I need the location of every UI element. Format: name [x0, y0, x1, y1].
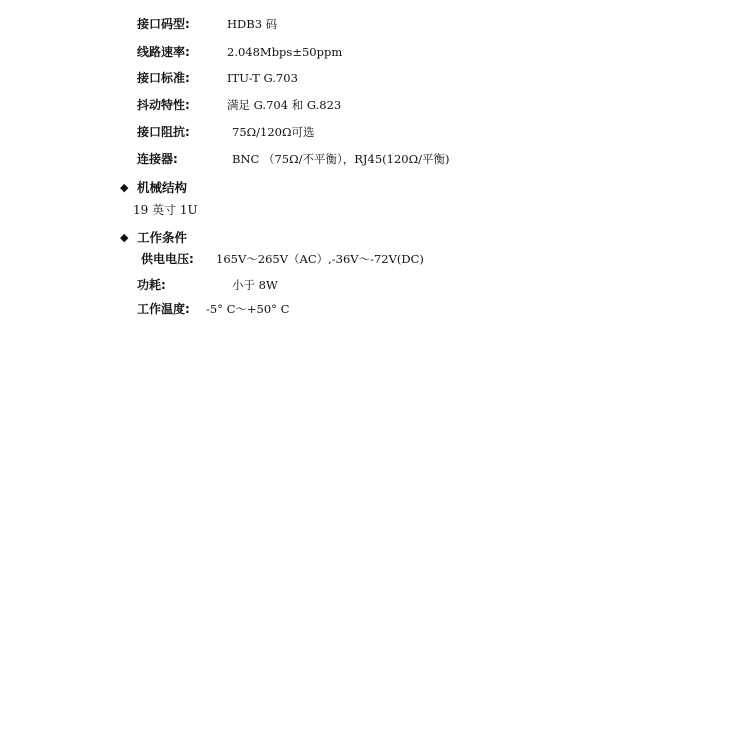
spec-label: 线路速率:	[137, 45, 190, 59]
spec-label: 抖动特性:	[137, 98, 190, 112]
diamond-bullet-icon: ◆	[120, 181, 129, 194]
spec-value: 2.048Mbps±50ppm	[227, 45, 343, 59]
section-heading: 机械结构	[137, 180, 188, 195]
spec-label: 供电电压:	[141, 252, 194, 266]
spec-label: 工作温度:	[137, 302, 190, 316]
section-text: 19 英寸 1U	[133, 203, 198, 217]
spec-value: 小于 8W	[232, 278, 278, 292]
section-heading: 工作条件	[137, 230, 188, 245]
spec-value: -5° C～+50° C	[206, 302, 290, 316]
spec-label: 功耗:	[137, 278, 166, 292]
spec-label: 接口阻抗:	[137, 125, 190, 139]
spec-value: 75Ω/120Ω可选	[232, 125, 315, 139]
spec-label: 连接器:	[137, 152, 178, 166]
spec-value: HDB3 码	[227, 17, 278, 31]
spec-label: 接口标准:	[137, 71, 190, 85]
spec-value: ITU-T G.703	[227, 71, 298, 85]
spec-value: 满足 G.704 和 G.823	[227, 98, 342, 112]
spec-value: 165V～265V（AC）,-36V～-72V(DC)	[216, 252, 424, 266]
spec-value: BNC （75Ω/不平衡），RJ45(120Ω/平衡)	[232, 152, 450, 166]
diamond-bullet-icon: ◆	[120, 231, 129, 244]
spec-label: 接口码型:	[137, 17, 190, 31]
